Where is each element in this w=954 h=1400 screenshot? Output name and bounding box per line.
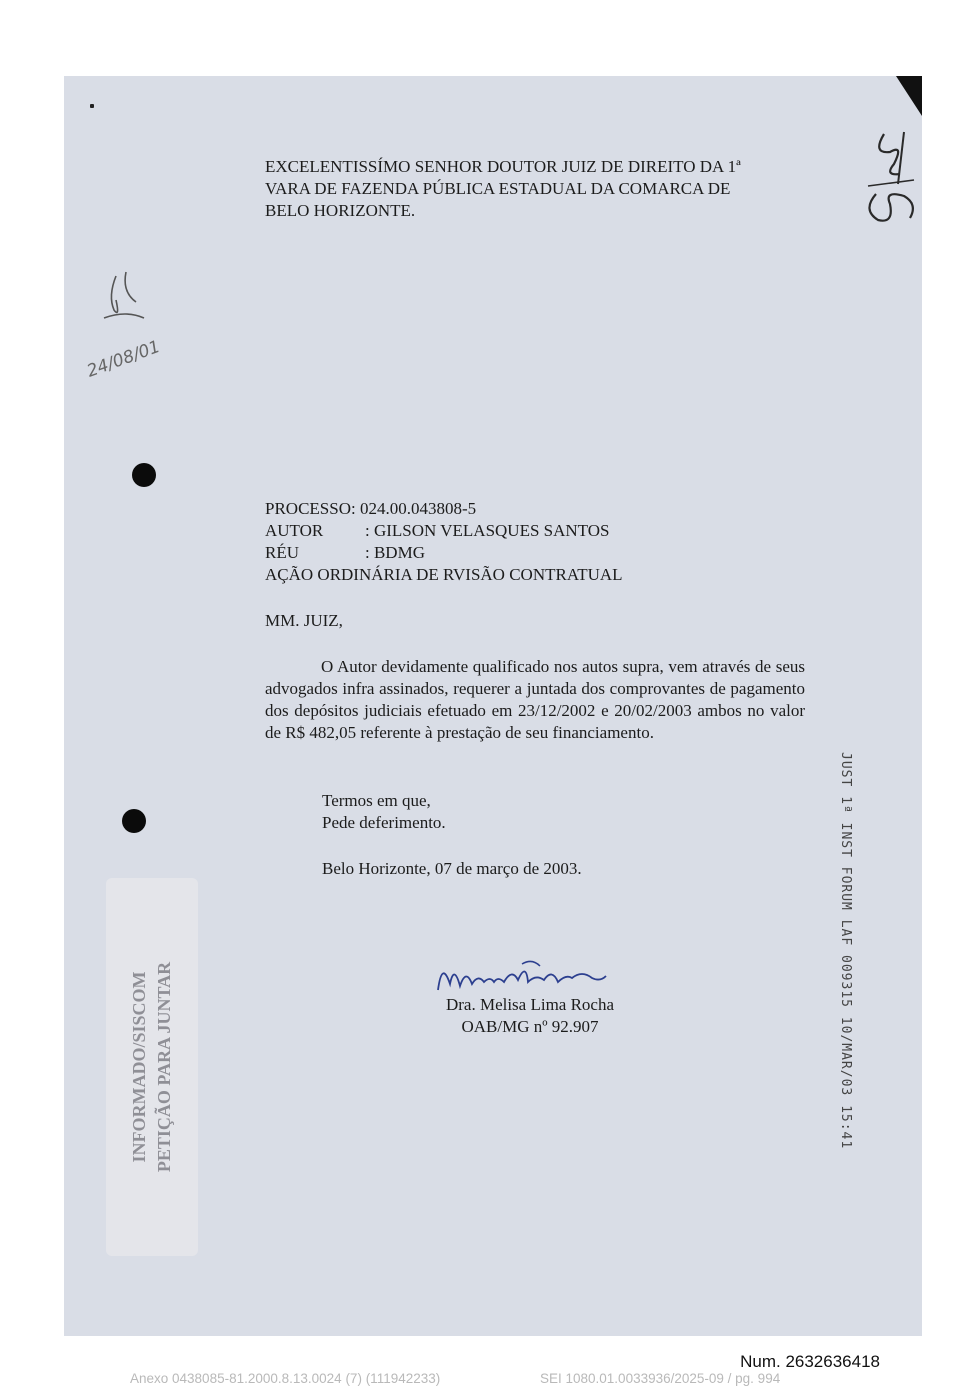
document-number: Num. 2632636418 — [740, 1352, 880, 1371]
protocol-stamp: JUST 1ª INST FORUM LAF 009315 10/MAR/03 15:41 — [838, 752, 853, 1150]
reu-value: : BDMG — [365, 543, 425, 562]
lawyer-signature — [432, 954, 612, 998]
scan-speck — [90, 104, 94, 108]
header-line-3: BELO HORIZONTE. — [265, 201, 416, 220]
footer-annex-reference: Anexo 0438085-81.2000.8.13.0024 (7) (111942233) — [130, 1371, 441, 1386]
processo-row — [265, 498, 765, 520]
autor-row — [265, 520, 765, 542]
processo-label: PROCESSO: — [265, 499, 356, 518]
punch-hole — [122, 809, 146, 833]
handwritten-date: 24/08/01 — [84, 336, 163, 382]
reu-label: RÉU — [265, 543, 299, 562]
signer-oab: OAB/MG nº 92.907 — [461, 1017, 599, 1036]
signer-block — [440, 994, 620, 1038]
autor-label: AUTOR — [265, 521, 324, 540]
header-line-1: EXCELENTISSÍMO SENHOR DOUTOR JUIZ DE DIREITO DA 1ª — [265, 157, 741, 176]
case-details — [265, 498, 765, 586]
reu-row — [265, 542, 765, 564]
action-type: AÇÃO ORDINÁRIA DE RVISÃO CONTRATUAL — [265, 565, 623, 584]
addressee-header — [265, 156, 810, 222]
handwritten-page-number — [854, 124, 924, 234]
closing-line-2: Pede deferimento. — [322, 813, 446, 832]
place-and-date: Belo Horizonte, 07 de março de 2003. — [322, 859, 582, 878]
punch-hole — [132, 463, 156, 487]
petition-body — [265, 656, 805, 744]
footer-sei-reference: SEI 1080.01.0033936/2025-09 / pg. 994 — [540, 1371, 781, 1386]
side-stamp — [106, 878, 198, 1256]
header-line-2: VARA DE FAZENDA PÚBLICA ESTADUAL DA COMARCA DE — [265, 179, 731, 198]
salutation: MM. JUIZ, — [265, 611, 343, 630]
scanned-document-page — [64, 76, 922, 1336]
signer-name: Dra. Melisa Lima Rocha — [445, 995, 615, 1014]
processo-value: 024.00.043808-5 — [359, 499, 477, 518]
handwritten-initials-mark — [86, 266, 176, 406]
side-stamp-line-2: PETIÇÃO PARA JUNTAR — [154, 961, 174, 1173]
petition-body-text: O Autor devidamente qualificado nos autos supra, vem através de seus advogados infra assinados, requerer a juntada dos comprovantes de pagamento dos depósitos judiciais efetuado em 23/12/2002 e 20/02/2003 ambos no valor de R$ 482,05 referente à prestação de seu financiamento. — [265, 657, 805, 742]
autor-value: : GILSON VELASQUES SANTOS — [365, 521, 610, 540]
side-stamp-text — [127, 878, 177, 1256]
folded-corner — [896, 76, 922, 116]
closing-block — [322, 790, 446, 834]
side-stamp-line-1: INFORMADO/SISCOM — [129, 971, 149, 1163]
closing-line-1: Termos em que, — [322, 791, 431, 810]
